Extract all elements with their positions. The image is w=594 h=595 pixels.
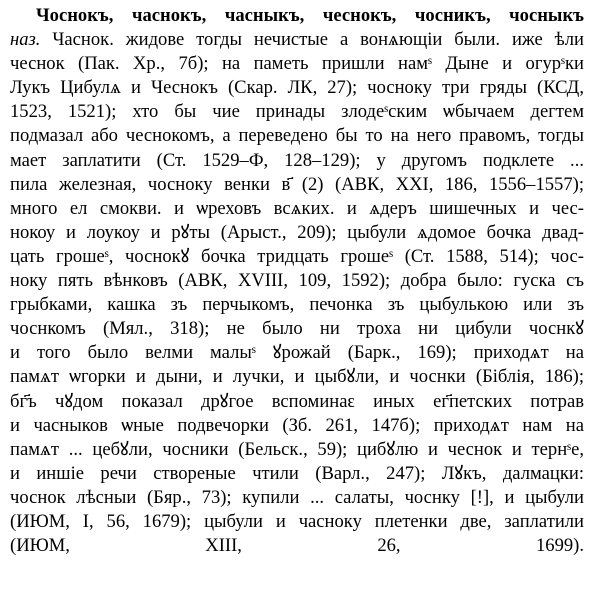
entry-line: цать грошеˢ, чоснокꙋ бочка тридцать грошеˢ (Ст. 1588, 514); чос- <box>10 245 584 267</box>
entry-line: памѧт ѡгорки и дыни, и лучки, и цыбꙋли, и чоснки (Біблія, 186); <box>10 366 584 388</box>
entry-line: памѧт ... цебꙋли, чосники (Бельск., 59); цибꙋлю и чеснок и тернˢе, <box>10 438 584 460</box>
entry-line: чоснок лѣсныи (Бяр., 73); купили ... салаты, чоснку [!], и цыбули <box>10 486 584 508</box>
entry-line: грыбками, кашка зъ перчыкомъ, печонка зъ цыбулькою или зъ <box>10 294 584 316</box>
entry-line: чеснок (Пак. Хр., 7б); на паметь пришли намˢ Дыне и огурˢки <box>10 53 584 75</box>
entry-line: нокоу и лоукоу и рꙋты (Арыст., 209); цыбули ѧдомое бочка двад- <box>10 221 584 243</box>
entry-line: чоснкомъ (Мял., 318); не было ни троха ни цибули чоснкꙋ <box>10 318 584 340</box>
entry-line: подмазал або чеснокомъ, а переведено бы то на него правомъ, тогды <box>10 125 584 147</box>
entry-line: 1523, 1521); хто бы чие принады злодеˢским ѡбычаем дегтем <box>10 101 584 123</box>
entry-line-1 <box>10 4 584 28</box>
entry-line: пила железная, чосноку венки в҃ (2) (АВК, XXI, 186, 1556–1557); <box>10 173 584 195</box>
entry-line: мает заплатити (Ст. 1529–Ф, 128–129); у другомъ подклете ... <box>10 149 584 171</box>
entry-line: и часныков ѡные подвечорки (Зб. 261, 147б); приходѧт нам на <box>10 414 584 436</box>
entry-line: бг҃ъ чꙋдом показал дрꙋгое вспоминаԑ иных ег҃петских потрав <box>10 390 584 412</box>
entry-line: (ИЮМ, I, 56, 1679); цыбули и часноку плетенки две, заплатили <box>10 510 584 532</box>
entry-headword: Чоснокъ, часнокъ, часныкъ, чеснокъ, чосникъ, чосныкъ <box>36 5 584 26</box>
entry-line: много ел смокви. и ѡреховъ всѧких. и ѧдеръ шишечных и чес- <box>10 197 584 219</box>
entry-line: (ИЮМ, XIII, 26, 1699). <box>10 535 584 557</box>
entry-line: Лукъ Цибулѧ и Чеснокъ (Скар. ЛК, 27); чоснoку три гряды (КСД, <box>10 77 584 99</box>
entry-line: ноку пять вѣнковъ (АВК, XVIII, 109, 1592); добра было: гуска съ <box>10 270 584 292</box>
entry-line: и иншіе речи створеные чтили (Варл., 247); Лꙋкъ, далмацки: <box>10 462 584 484</box>
entry-line-2 <box>10 28 584 52</box>
part-of-speech: наз. <box>10 29 41 51</box>
entry-line: и того было велми малыˢ ꙋрожай (Барк., 169); приходѧт на <box>10 342 584 364</box>
entry-text: Часнок. жидове тогды нечистые а вонѧющіи были. иже ѣли <box>40 29 584 51</box>
